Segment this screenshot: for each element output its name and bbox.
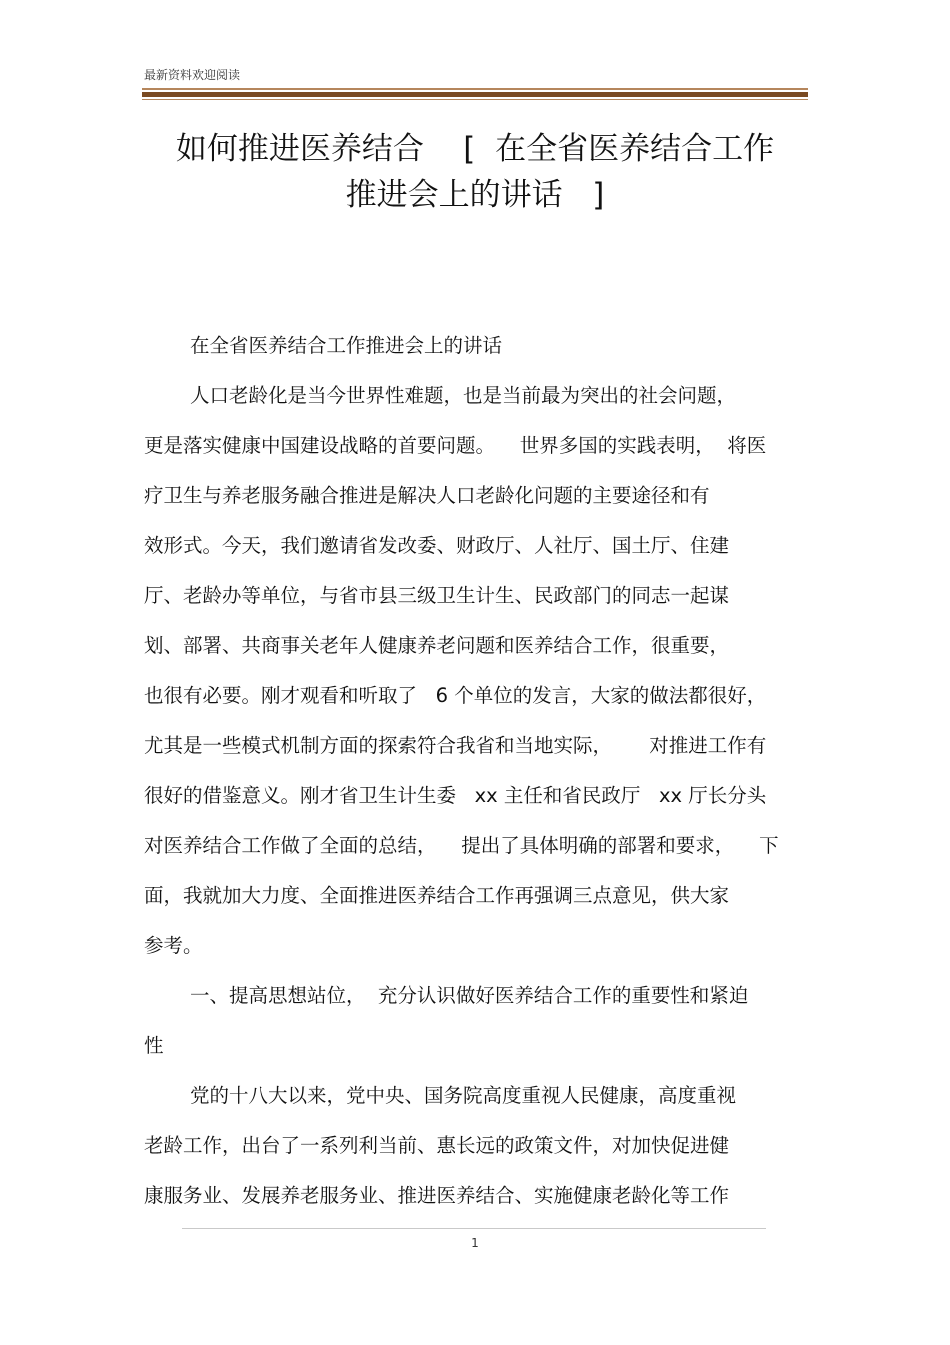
body-line: 很好的借鉴意义。刚才省卫生计生委 xx 主任和省民政厅 xx 厅长分头 <box>144 784 767 807</box>
body-line: 性 <box>144 1034 164 1057</box>
page-number: 1 <box>471 1236 479 1250</box>
title-line-1: 如何推进医养结合 [ 在全省医养结合工作 <box>175 131 775 167</box>
body-line: 在全省医养结合工作推进会上的讲话 <box>190 334 503 357</box>
body-line: 一、提高思想站位， 充分认识做好医养结合工作的重要性和紧迫 <box>190 984 749 1007</box>
body-line: 面，我就加大力度、全面推进医养结合工作再强调三点意见，供大家 <box>144 884 730 907</box>
header-rule-thick <box>142 92 808 97</box>
header-rule-bottom <box>142 99 808 100</box>
page-header-text: 最新资料欢迎阅读 <box>144 68 241 82</box>
body-line: 划、部署、共商事关老年人健康养老问题和医养结合工作，很重要， <box>144 634 730 657</box>
body-line: 人口老龄化是当今世界性难题，也是当前最为突出的社会问题， <box>190 384 737 407</box>
body-line: 康服务业、发展养老服务业、推进医养结合、实施健康老龄化等工作 <box>144 1184 730 1207</box>
body-line: 厅、老龄办等单位，与省市县三级卫生计生、民政部门的同志一起谋 <box>144 584 730 607</box>
document-title <box>140 126 810 218</box>
body-line: 也很有必要。刚才观看和听取了 6 个单位的发言，大家的做法都很好， <box>144 684 767 707</box>
footer-rule <box>182 1228 766 1229</box>
body-line: 尤其是一些模式机制方面的探索符合我省和当地实际， 对推进工作有 <box>144 734 767 757</box>
body-line: 对医养结合工作做了全面的总结， 提出了具体明确的部署和要求， 下 <box>144 834 779 857</box>
body-line: 更是落实健康中国建设战略的首要问题。 世界多国的实践表明， 将医 <box>144 434 767 457</box>
body-line: 参考。 <box>144 934 203 957</box>
body-line: 老龄工作，出台了一系列利当前、惠长远的政策文件，对加快促进健 <box>144 1134 730 1157</box>
body-line: 党的十八大以来，党中央、国务院高度重视人民健康，高度重视 <box>190 1084 737 1107</box>
body-line: 疗卫生与养老服务融合推进是解决人口老龄化问题的主要途径和有 <box>144 484 710 507</box>
body-line: 效形式。今天，我们邀请省发改委、财政厅、人社厅、国土厅、住建 <box>144 534 730 557</box>
title-line-2: 推进会上的讲话 ] <box>345 177 605 213</box>
header-rule-top <box>142 88 808 90</box>
